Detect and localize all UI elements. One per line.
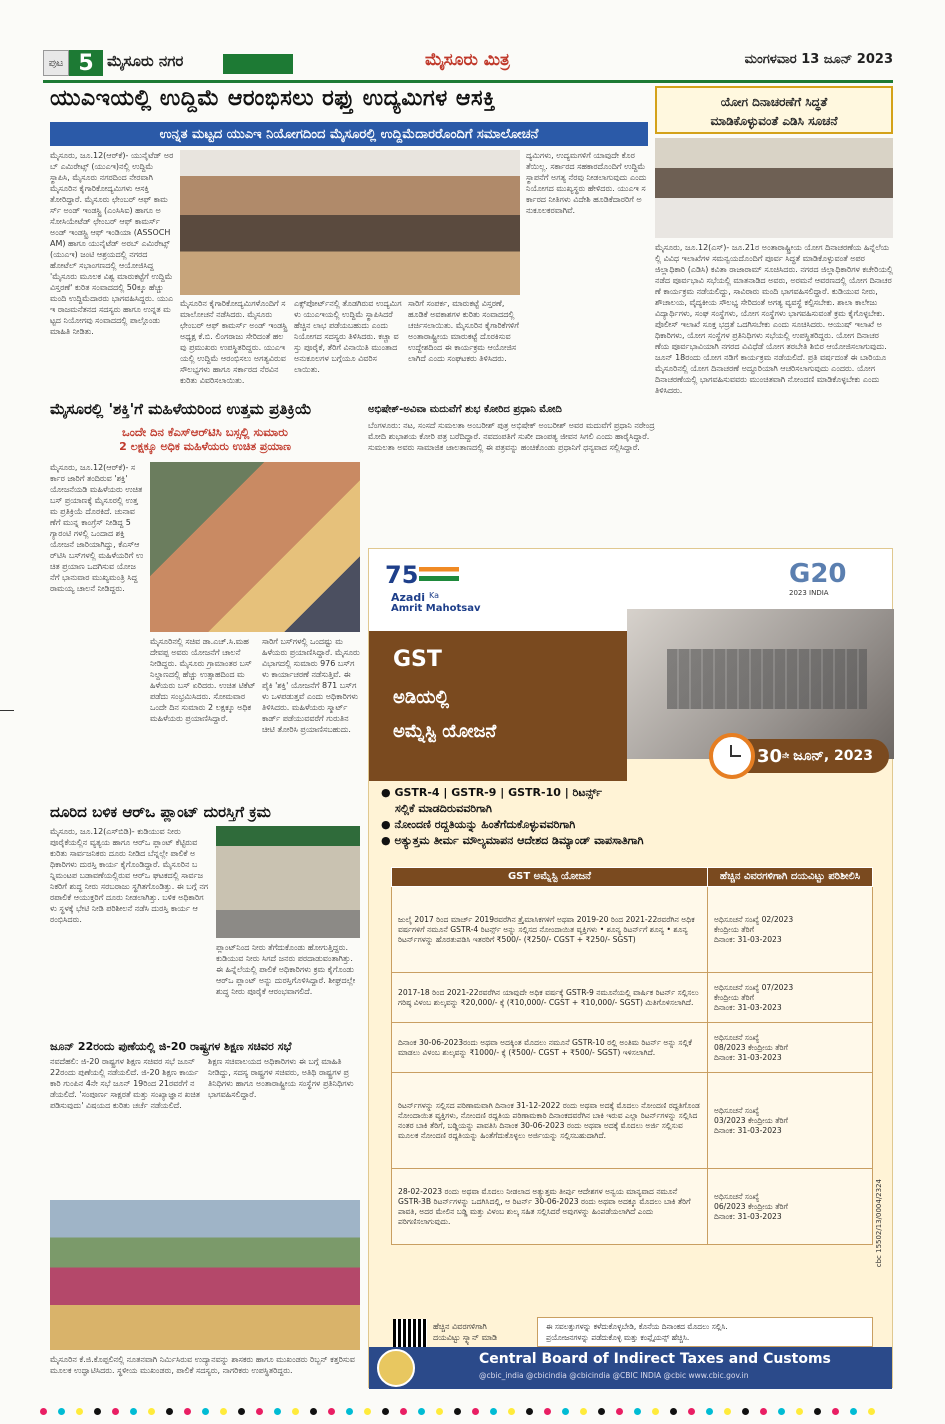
ro-column-2: ಪ್ಲಾಂಟ್‌ನಿಂದ ನೀರು ತೆಗೆದುಕೊಂಡು ಹೋಗುತ್ತಿದ್ದರು. ಕುಡಿಯುವ ನೀರು ಸಿಗದೆ ಜನರು ಪರದಾಡುವಂತಾಗಿತ್ತು. ಈ ಹಿನ್ನೆಲೆಯಲ್ಲಿ ಪಾಲಿಕೆ ಅಧಿಕಾರಿಗಳು ಕ್ರಮ ಕೈಗೊಂಡು ಆರ್‌ಒ ಪ್ಲಾಂಟ್ ಅನ್ನು ದುರಸ್ತಿಗೊಳಿಸಿದ್ದಾರೆ. ಶೀಘ್ರದಲ್ಲೇ ಶುದ್ಧ ನೀರು ಪೂರೈಕೆ ಆರಂಭವಾಗಲಿದೆ.	[216, 943, 356, 996]
gst-panel	[369, 631, 627, 781]
gst-advertisement	[368, 548, 893, 1388]
shakti-headline: ಮೈಸೂರಲ್ಲಿ 'ಶಕ್ತಿ'ಗೆ ಮಹಿಳೆಯರಿಂದ ಉತ್ತಮ ಪ್ರತಿಕ್ರಿಯೆ	[50, 400, 312, 418]
registration-dot	[562, 1408, 569, 1415]
shakti-subheadline-2: 2 ಲಕ್ಷಕ್ಕೂ ಅಧಿಕ ಮಹಿಳೆಯರು ಉಚಿತ ಪ್ರಯಾಣ	[119, 440, 291, 453]
clock-icon	[709, 733, 755, 779]
g20-meet-column-1: ನವದೆಹಲಿ: ಜಿ-20 ರಾಷ್ಟ್ರಗಳ ಶಿಕ್ಷಣ ಸಚಿವರ ಸಭೆ ಜೂನ್ 22ರಂದು ಪುಣೆಯಲ್ಲಿ ನಡೆಯಲಿದೆ. ಜಿ-20 ಶಿಕ್ಷಣ ಕಾರ್ಯಕಾರಿ ಗುಂಪಿನ 4ನೇ ಸಭೆ ಜೂನ್ 19ರಿಂದ 21ರವರೆಗೆ ನಡೆಯಲಿದೆ. 'ಸಂಪೂರ್ಣ ಸಾಕ್ಷರತೆ ಮತ್ತು ಸಂಖ್ಯಾಜ್ಞಾನ ಖಚಿತಪಡಿಸುವುದು' ವಿಷಯದ ಕುರಿತು ಚರ್ಚೆ ನಡೆಯಲಿದೆ.	[50, 1057, 201, 1110]
shakti-column-2: ಮೈಸೂರಿನಲ್ಲಿ ಸಚಿವ ಡಾ.ಎಚ್.ಸಿ.ಮಹದೇವಪ್ಪ ಅವರು ಯೋಜನೆಗೆ ಚಾಲನೆ ನೀಡಿದ್ದರು. ಮೈಸೂರು ಗ್ರಾಮಾಂತರ ಬಸ್ ನಿಲ್ದಾಣದಲ್ಲಿ ಹೆಚ್ಚು ಉತ್ಸಾಹದಿಂದ ಮಹಿಳೆಯರು ಬಸ್ ಏರಿದರು. ಉಚಿತ ಟಿಕೆಟ್ ಪಡೆದು ಸಂಭ್ರಮಿಸಿದರು. ಸೋಮವಾರ ಒಂದೇ ದಿನ ಸುಮಾರು 2 ಲಕ್ಷಕ್ಕೂ ಅಧಿಕ ಮಹಿಳೆಯರು ಪ್ರಯಾಣಿಸಿದ್ದಾರೆ.	[150, 637, 256, 723]
registration-dot	[670, 1408, 677, 1415]
table-cell-ref: ಅಧಿಸೂಚನೆ ಸಂಖ್ಯೆ 02/2023 ಕೇಂದ್ರೀಯ ತೆರಿಗೆ ದಿನಾಂಕ: 31-03-2023	[708, 887, 873, 973]
deadline-day: 30	[757, 745, 783, 767]
registration-marks	[40, 1400, 900, 1410]
bullet-item: ● GSTR-4 | GSTR-9 | GSTR-10 | ರಿಟರ್ನ್ಸ್	[381, 786, 602, 799]
registration-dot	[454, 1408, 461, 1415]
registration-dot	[508, 1408, 515, 1415]
deadline-pill	[709, 739, 889, 773]
lead-subheadline: ಉನ್ನತ ಮಟ್ಟದ ಯುಎಇ ನಿಯೋಗದಿಂದ ಮೈಸೂರಲ್ಲಿ ಉದ್ದಿಮೆದಾರರೊಂದಿಗೆ ಸಮಾಲೋಚನೆ	[50, 122, 648, 146]
page-number: 5	[69, 50, 103, 76]
lead-column-4: ಸಾರಿಗೆ ಸಂಪರ್ಕ, ಮಾರುಕಟ್ಟೆ ವಿಸ್ತರಣೆ, ಹೂಡಿಕೆ ಅವಕಾಶಗಳ ಕುರಿತು ಸಂವಾದದಲ್ಲಿ ಚರ್ಚಿಸಲಾಯಿತು. ಮೈಸೂರಿನ ಕೈಗಾರಿಕೆಗಳಿಗೆ ಅಂತಾರಾಷ್ಟ್ರೀಯ ಮಾರುಕಟ್ಟೆ ದೊರಕಿಸುವ ಉದ್ದೇಶದಿಂದ ಈ ಕಾರ್ಯಕ್ರಮ ಆಯೋಜಿಸಲಾಗಿದೆ ಎಂದು ಸಂಘಟಕರು ತಿಳಿಸಿದರು.	[408, 299, 519, 363]
registration-dot	[220, 1408, 227, 1415]
table-cell-ref: ಅಧಿಸೂಚನೆ ಸಂಖ್ಯೆ 07/2023 ಕೇಂದ್ರೀಯ ತೆರಿಗೆ ದಿನಾಂಕ: 31-03-2023	[708, 973, 873, 1023]
deadline-month: ಜೂನ್, 2023	[793, 748, 873, 764]
registration-dot	[688, 1408, 695, 1415]
registration-dot	[490, 1408, 497, 1415]
gst-line1: ಅಡಿಯಲ್ಲಿ	[393, 687, 450, 708]
table-cell-desc: ದಿನಾಂಕ 30-06-2023ರಂದು ಅಥವಾ ಅದಕ್ಕಿಂತ ಮೊದಲು ನಮೂನೆ GSTR-10 ರಲ್ಲಿ ಅಂತಿಮ ರಿಟರ್ನ್ ಅನ್ನು ಸಲ್ಲಿಕೆ ಮಾಡಲು ವಿಳಂಬ ಶುಲ್ಕವನ್ನು ₹1000/- ಕ್ಕೆ (₹500/- CGST + ₹500/- SGST) ಇಳಿಸಲಾಗಿದೆ.	[392, 1023, 708, 1073]
registration-dot	[94, 1408, 101, 1415]
registration-dot	[166, 1408, 173, 1415]
registration-dot	[652, 1408, 659, 1415]
registration-dot	[598, 1408, 605, 1415]
table-cell-ref: ಅಧಿಸೂಚನೆ ಸಂಖ್ಯೆ 03/2023 ಕೇಂದ್ರೀಯ ತೆರಿಗೆ ದಿನಾಂಕ: 31-03-2023	[708, 1073, 873, 1169]
registration-dot	[616, 1408, 623, 1415]
registration-dot	[850, 1408, 857, 1415]
registration-dot	[814, 1408, 821, 1415]
page-header	[43, 50, 893, 78]
yoga-body: ಮೈಸೂರು, ಜೂ.12(ಎಸ್)- ಜೂ.21ರ ಅಂತಾರಾಷ್ಟ್ರೀಯ ಯೋಗ ದಿನಾಚರಣೆಯ ಹಿನ್ನೆಲೆಯಲ್ಲಿ ವಿವಿಧ ಇಲಾಖೆಗಳ ಸಮನ್ವಯದೊಂದಿಗೆ ಪೂರ್ವ ಸಿದ್ಧತೆ ಮಾಡಿಕೊಳ್ಳುವಂತೆ ಅಪರ ಜಿಲ್ಲಾಧಿಕಾರಿ (ಎಡಿಸಿ) ಕವಿತಾ ರಾಜಾರಾಮ್ ಸೂಚಿಸಿದರು. ನಗರದ ಜಿಲ್ಲಾಧಿಕಾರಿಗಳ ಕಚೇರಿಯಲ್ಲಿ ನಡೆದ ಪೂರ್ವಭಾವಿ ಸಭೆಯಲ್ಲಿ ಮಾತನಾಡಿದ ಅವರು, ಅರಮನೆ ಆವರಣದಲ್ಲಿ ಯೋಗ ದಿನಾಚರಣೆ ಕಾರ್ಯಕ್ರಮ ನಡೆಯಲಿದ್ದು, ಸಾವಿರಾರು ಮಂದಿ ಭಾಗವಹಿಸಲಿದ್ದಾರೆ. ಕುಡಿಯುವ ನೀರು, ಶೌಚಾಲಯ, ವೈದ್ಯಕೀಯ ಸೌಲಭ್ಯ ಸೇರಿದಂತೆ ಅಗತ್ಯ ವ್ಯವಸ್ಥೆ ಕಲ್ಪಿಸಬೇಕು. ಶಾಲಾ ಕಾಲೇಜು ವಿದ್ಯಾರ್ಥಿಗಳು, ಸಂಘ ಸಂಸ್ಥೆಗಳು, ಯೋಗ ಸಂಸ್ಥೆಗಳು ಭಾಗವಹಿಸುವಂತೆ ಕ್ರಮ ಕೈಗೊಳ್ಳಬೇಕು. ಪೊಲೀಸ್ ಇಲಾಖೆ ಸೂಕ್ತ ಭದ್ರತೆ ಒದಗಿಸಬೇಕು ಎಂದು ಸೂಚಿಸಿದರು. ಆಯುಷ್ ಇಲಾಖೆ ಅಧಿಕಾರಿಗಳು, ಯೋಗ ಸಂಸ್ಥೆಗಳ ಪ್ರತಿನಿಧಿಗಳು ಸಭೆಯಲ್ಲಿ ಉಪಸ್ಥಿತರಿದ್ದರು. ಯೋಗ ದಿನಾಚರಣೆಯ ಪೂರ್ವಭಾವಿಯಾಗಿ ನಗರದ ವಿವಿಧೆಡೆ ಯೋಗ ತರಬೇತಿ ಶಿಬಿರ ಆಯೋಜಿಸಲಾಗುವುದು. ಜೂನ್ 18ರಂದು ಯೋಗ ನಡಿಗೆ ಕಾರ್ಯಕ್ರಮ ನಡೆಯಲಿದೆ. ಪ್ರತಿ ವರ್ಷದಂತೆ ಈ ಬಾರಿಯೂ ಮೈಸೂರಿನಲ್ಲಿ ಯೋಗ ದಿನಾಚರಣೆ ಅದ್ಧೂರಿಯಾಗಿ ಆಚರಿಸಲಾಗುವುದು ಎಂದರು. ಯೋಗ ದಿನಾಚರಣೆಯಲ್ಲಿ ಭಾಗವಹಿಸುವವರು ಮುಂಚಿತವಾಗಿ ನೋಂದಣಿ ಮಾಡಿಕೊಳ್ಳಬೇಕು ಎಂದು ತಿಳಿಸಿದರು.	[655, 243, 893, 395]
ro-plant-photo	[216, 826, 360, 938]
gst-title: GST	[393, 647, 442, 672]
registration-dot	[112, 1408, 119, 1415]
registration-dot	[256, 1408, 263, 1415]
deadline-sup: ನೇ	[782, 751, 790, 760]
registration-dot	[184, 1408, 191, 1415]
ad-code: cbc 15502/13/0004/2324	[875, 1179, 883, 1268]
registration-dot	[436, 1408, 443, 1415]
header-rule	[43, 80, 893, 83]
ad-note: ಈ ಸವಲತ್ತುಗಳನ್ನು ಕಳೆದುಕೊಳ್ಳಬೇಡಿ, ಕೊನೆಯ ದಿನಾಂಕದ ಮೊದಲು ಸಲ್ಲಿಸಿ. ಪ್ರಯೋಜನಗಳನ್ನು ಪಡೆದುಕೊಳ್ಳಿ ಮತ್ತು ಕಂಪ್ಲೈಯನ್ಸ್ ಹೆಚ್ಚಿಸಿ.	[537, 1317, 873, 1347]
bullet-item: ಸಲ್ಲಿಕೆ ಮಾಡದಿರುವವರಿಗಾಗಿ	[395, 802, 492, 815]
cbic-emblem-icon	[377, 1349, 415, 1387]
cbic-footer	[369, 1347, 892, 1389]
lead-headline: ಯುಎಇಯಲ್ಲಿ ಉದ್ದಿಮೆ ಆರಂಭಿಸಲು ರಫ್ತು ಉದ್ಯಮಿಗಳ ಆಸಕ್ತಿ	[50, 86, 496, 111]
table-row	[392, 973, 873, 1023]
inauguration-photo	[50, 1200, 360, 1350]
pm-headline: ಅಭಿಷೇಕ್-ಅವಿವಾ ಮದುವೆಗೆ ಶುಭ ಕೋರಿದ ಪ್ರಧಾನಿ ಮೋದಿ	[368, 404, 562, 415]
masthead-logo: ಮೈಸೂರು ಮಿತ್ರ	[425, 50, 510, 70]
registration-dot	[778, 1408, 785, 1415]
gst-line2: ಅಮ್ನೆಸ್ಟಿ ಯೋಜನೆ	[393, 721, 497, 742]
registration-dot	[364, 1408, 371, 1415]
registration-dot	[742, 1408, 749, 1415]
page-label: ಪುಟ	[43, 50, 69, 76]
azadi-75: 75	[385, 561, 419, 589]
azadi-line1: Azadi	[391, 591, 425, 604]
keyboard-icon	[667, 649, 867, 709]
section-title: ಮೈಸೂರು ನಗರ	[107, 52, 184, 70]
registration-dot	[580, 1408, 587, 1415]
ro-headline: ದೂರಿದ ಬಳಿಕ ಆರ್‌ಒ ಪ್ಲಾಂಟ್ ದುರಸ್ತಿಗೆ ಕ್ರಮ	[50, 803, 271, 821]
registration-dot	[202, 1408, 209, 1415]
g20-sub: 2023 INDIA	[789, 589, 829, 597]
laptop-photo	[627, 609, 894, 759]
lead-column-5: ದ್ಯಮಿಗಳು, ಉದ್ಯಮಗಳಿಗೆ ಯಾವುದೇ ಕೊರತೆಯಿಲ್ಲ. ಸರ್ಕಾರದ ಸಹಕಾರದೊಂದಿಗೆ ಉದ್ದಿಮೆ ಸ್ಥಾಪನೆಗೆ ಅಗತ್ಯ ನೆರವು ನೀಡಲಾಗುವುದು ಎಂದು ನಿಯೋಗದ ಮುಖ್ಯಸ್ಥರು ಹೇಳಿದರು. ಯುಎಇ ಸರ್ಕಾರದ ನೀತಿಗಳು ವಿದೇಶಿ ಹೂಡಿಕೆದಾರರಿಗೆ ಅನುಕೂಲಕರವಾಗಿವೆ.	[526, 151, 647, 215]
registration-dot	[310, 1408, 317, 1415]
lead-photo	[180, 150, 520, 295]
registration-dot	[634, 1408, 641, 1415]
cbic-title: Central Board of Indirect Taxes and Customs	[479, 1351, 831, 1367]
azadi-line2: Amrit Mahotsav	[391, 603, 481, 614]
registration-dot	[130, 1408, 137, 1415]
registration-dot	[382, 1408, 389, 1415]
registration-dot	[706, 1408, 713, 1415]
table-row	[392, 1169, 873, 1245]
issue-date: ಮಂಗಳವಾರ 13 ಜೂನ್ 2023	[744, 52, 893, 67]
registration-dot	[58, 1408, 65, 1415]
yoga-photo	[655, 138, 893, 238]
yoga-headline-line2: ಮಾಡಿಕೊಳ್ಳುವಂತೆ ಎಡಿಸಿ ಸೂಚನೆ	[710, 114, 838, 128]
shakti-column-1: ಮೈಸೂರು, ಜೂ.12(ಆರ್‌ಕೆ)- ಸರ್ಕಾರ ಜಾರಿಗೆ ತಂದಿರುವ 'ಶಕ್ತಿ' ಯೋಜನೆಯಡಿ ಮಹಿಳೆಯರು ಉಚಿತ ಬಸ್ ಪ್ರಯಾಣಕ್ಕೆ ಮೈಸೂರಲ್ಲಿ ಉತ್ತಮ ಪ್ರತಿಕ್ರಿಯೆ ದೊರಕಿದೆ. ಚುನಾವಣೆಗೆ ಮುನ್ನ ಕಾಂಗ್ರೆಸ್ ನೀಡಿದ್ದ 5 ಗ್ಯಾರಂಟಿ ಗಳಲ್ಲಿ ಒಂದಾದ ಶಕ್ತಿ ಯೋಜನೆ ಜಾರಿಯಾಗಿದ್ದು, ಕೆಎಸ್‌ಆರ್‌ಟಿಸಿ ಬಸ್‌ಗಳಲ್ಲಿ ಮಹಿಳೆಯರಿಗೆ ಉಚಿತ ಪ್ರಯಾಣ ಒದಗಿಸುವ ಯೋಜನೆಗೆ ಭಾನುವಾರ ಮುಖ್ಯಮಂತ್ರಿ ಸಿದ್ದರಾಮಯ್ಯ ಚಾಲನೆ ನೀಡಿದ್ದರು.	[50, 463, 144, 593]
bullet-item: ● ನೋಂದಣಿ ರದ್ದತಿಯನ್ನು ಹಿಂತೆಗೆದುಕೊಳ್ಳುವವರಿಗಾಗಿ	[381, 818, 576, 831]
registration-dot	[40, 1408, 47, 1415]
table-row	[392, 1023, 873, 1073]
bullet-item: ● ಅತ್ಯುತ್ತಮ ತೀರ್ಮ ಮೌಲ್ಯಮಾಪನ ಆದೇಶದ ಡಿಮ್ಯಾಂಡ್ ವಾಪಸಾತಿಗಾಗಿ	[381, 834, 644, 847]
lead-column-2: ಮೈಸೂರಿನ ಕೈಗಾರಿಕೋದ್ಯಮಿಗಳೊಂದಿಗೆ ಸಮಾಲೋಚನೆ ನಡೆಸಿದರು. ಮೈಸೂರು ಛೇಂಬರ್ ಆಫ್ ಕಾಮರ್ಸ್ ಅಂಡ್ ಇಂಡಸ್ಟ್ರಿ ಅಧ್ಯಕ್ಷ ಕೆ.ಬಿ. ಲಿಂಗರಾಜು ಸೇರಿದಂತೆ ಹಲವು ಪ್ರಮುಖರು ಉಪಸ್ಥಿತರಿದ್ದರು. ಯುಎಇಯಲ್ಲಿ ಉದ್ದಿಮೆ ಆರಂಭಿಸಲು ಅಗತ್ಯವಿರುವ ಸೌಲಭ್ಯಗಳು ಹಾಗೂ ಸರ್ಕಾರದ ನೆರವಿನ ಕುರಿತು ವಿವರಿಸಲಾಯಿತು.	[180, 299, 288, 385]
registration-dot	[724, 1408, 731, 1415]
table-cell-desc: 2017-18 ರಿಂದ 2021-22ರವರೆಗಿನ ಯಾವುದೇ ಅಧಿಕ ವರ್ಷಕ್ಕೆ GSTR-9 ನಮೂನೆಯಲ್ಲಿ ವಾರ್ಷಿಕ ರಿಟರ್ನ್ ಸಲ್ಲಿಸಲು ಗರಿಷ್ಠ ವಿಳಂಬ ಶುಲ್ಕವನ್ನು ₹20,000/- ಕ್ಕೆ (₹10,000/- CGST + ₹10,000/- SGST) ಮಿತಿಗೊಳಿಸಲಾಗಿದೆ.	[392, 973, 708, 1023]
pm-body: ಬೆಂಗಳೂರು: ನಟ, ಸಂಸದೆ ಸುಮಲತಾ ಅಂಬರೀಶ್ ಪುತ್ರ ಅಭಿಷೇಕ್ ಅಂಬರೀಶ್ ಅವರ ಮದುವೆಗೆ ಪ್ರಧಾನಿ ನರೇಂದ್ರ ಮೋದಿ ಶುಭಾಶಯ ಕೋರಿ ಪತ್ರ ಬರೆದಿದ್ದಾರೆ. ನವದಂಪತಿಗೆ ಸುಖೀ ದಾಂಪತ್ಯ ಜೀವನ ಸಿಗಲಿ ಎಂದು ಹಾರೈಸಿದ್ದಾರೆ. ಸುಮಲತಾ ಅವರು ಸಾಮಾಜಿಕ ಜಾಲತಾಣದಲ್ಲಿ ಈ ಪತ್ರವನ್ನು ಹಂಚಿಕೊಂಡು ಪ್ರಧಾನಿಗೆ ಧನ್ಯವಾದ ಸಲ್ಲಿಸಿದ್ದಾರೆ.	[368, 421, 655, 452]
shakti-column-3: ಸಾರಿಗೆ ಬಸ್‌ಗಳಲ್ಲಿ ಒಂದಷ್ಟು ಮಹಿಳೆಯರು ಪ್ರಯಾಣಿಸಿದ್ದಾರೆ. ಮೈಸೂರು ವಿಭಾಗದಲ್ಲಿ ಸುಮಾರು 976 ಬಸ್‌ಗಳು ಕಾರ್ಯಾಚರಣೆ ನಡೆಸುತ್ತಿವೆ. ಈ ಪೈಕಿ 'ಶಕ್ತಿ' ಯೋಜನೆಗೆ 871 ಬಸ್‌ಗಳು ಒಳಪಡುತ್ತವೆ ಎಂದು ಅಧಿಕಾರಿಗಳು ತಿಳಿಸಿದರು. ಮಹಿಳೆಯರು ಸ್ಮಾರ್ಟ್ ಕಾರ್ಡ್ ಪಡೆಯುವವರೆಗೆ ಗುರುತಿನ ಚೀಟಿ ತೋರಿಸಿ ಪ್ರಯಾಣಿಸಬಹುದು.	[262, 637, 360, 734]
registration-dot	[472, 1408, 479, 1415]
azadi-ka: Ka	[429, 591, 440, 600]
g20-logo	[789, 559, 885, 611]
registration-dot	[274, 1408, 281, 1415]
ro-column-1: ಮೈಸೂರು, ಜೂ.12(ಎಸ್‌ಬಿಡಿ)- ಕುಡಿಯುವ ನೀರು ಪೂರೈಕೆಯಲ್ಲಿನ ವ್ಯತ್ಯಯ ಹಾಗೂ ಆರ್‌ಒ ಪ್ಲಾಂಟ್ ಕೆಟ್ಟಿರುವ ಕುರಿತು ಸಾರ್ವಜನಿಕರು ದೂರು ನೀಡಿದ ಬೆನ್ನಲ್ಲೇ ಪಾಲಿಕೆ ಅಧಿಕಾರಿಗಳು ದುರಸ್ತಿ ಕಾರ್ಯ ಕೈಗೊಂಡಿದ್ದಾರೆ. ಮೈಸೂರಿನ ಬನ್ನಿಮಂಟಪ ಬಡಾವಣೆಯಲ್ಲಿರುವ ಆರ್‌ಒ ಘಟಕದಲ್ಲಿ ಸಾರ್ವಜನಿಕರಿಗೆ ಶುದ್ಧ ನೀರು ಸರಬರಾಜು ಸ್ಥಗಿತಗೊಂಡಿತ್ತು. ಈ ಬಗ್ಗೆ ನಗರಪಾಲಿಕೆ ಆಯುಕ್ತರಿಗೆ ದೂರು ನೀಡಲಾಗಿತ್ತು. ಬಳಿಕ ಅಧಿಕಾರಿಗಳು ಸ್ಥಳಕ್ಕೆ ಭೇಟಿ ನೀಡಿ ಪರಿಶೀಲನೆ ನಡೆಸಿ ದುರಸ್ತಿ ಕಾರ್ಯ ಆರಂಭಿಸಿದರು.	[50, 827, 209, 924]
table-cell-desc: 28-02-2023 ರಂದು ಅಥವಾ ಮೊದಲು ನೀಡಲಾದ ಅತ್ಯುತ್ತಮ ತೀರ್ಪು ಆದೇಶಗಳ ಅನ್ವಯ ಮಾನ್ಯವಾದ ನಮೂನೆ GSTR-3B ರಿಟರ್ನ್‌ಗಳನ್ನು ಒದಗಿಸಿದಲ್ಲಿ, ಆ ರಿಟರ್ನ್ 30-06-2023 ರಂದು ಅಥವಾ ಅದಕ್ಕೂ ಮೊದಲು ಬಾಕಿ ತೆರಿಗೆ ಪಾವತಿ, ಅದರ ಮೇಲಿನ ಬಡ್ಡಿ ಮತ್ತು ವಿಳಂಬ ಶುಲ್ಕ ಸಹಿತ ಸಲ್ಲಿಸಿದರೆ ಅವುಗಳನ್ನು ಹಿಂಪಡೆಯಲಾಗಿದೆ ಎಂದು ಪರಿಗಣಿಸಲಾಗುವುದು.	[392, 1169, 708, 1245]
registration-dot	[868, 1408, 875, 1415]
gst-amnesty-table	[391, 867, 873, 1245]
g20-meet-headline: ಜೂನ್ 22ರಂದು ಪುಣೆಯಲ್ಲಿ ಜಿ-20 ರಾಷ್ಟ್ರಗಳ ಶಿಕ್ಷಣ ಸಚಿವರ ಸಭೆ	[50, 1040, 292, 1053]
inauguration-caption: ಮೈಸೂರಿನ ಕೆ.ಜಿ.ಕೊಪ್ಪಲಿನಲ್ಲಿ ನೂತನವಾಗಿ ನಿರ್ಮಿಸಿರುವ ಉದ್ಯಾನವನ್ನು ಶಾಸಕರು ಹಾಗೂ ಮುಖಂಡರು ರಿಬ್ಬನ್ ಕತ್ತರಿಸುವ ಮೂಲಕ ಉದ್ಘಾಟಿಸಿದರು. ಸ್ಥಳೀಯ ಮುಖಂಡರು, ಪಾಲಿಕೆ ಸದಸ್ಯರು, ನಾಗರಿಕರು ಉಪಸ್ಥಿತರಿದ್ದರು.	[50, 1355, 355, 1375]
azadi-logo	[385, 561, 505, 621]
shakti-bus-photo	[150, 462, 360, 632]
shakti-subheadline-1: ಒಂದೇ ದಿನ ಕೆಎಸ್‌ಆರ್‌ಟಿಸಿ ಬಸ್ಸಲ್ಲಿ ಸುಮಾರು	[122, 425, 288, 439]
registration-dot	[796, 1408, 803, 1415]
registration-dot	[832, 1408, 839, 1415]
lead-column-3: ಎಕ್ಸ್‌ಪೋರ್ಟ್‌ನಲ್ಲಿ ತೊಡಗಿರುವ ಉದ್ಯಮಿಗಳು ಯುಎಇಯಲ್ಲಿ ಉದ್ದಿಮೆ ಸ್ಥಾಪಿಸಿದರೆ ಹೆಚ್ಚಿನ ಲಾಭ ಪಡೆಯಬಹುದು ಎಂದು ನಿಯೋಗದ ಸದಸ್ಯರು ತಿಳಿಸಿದರು. ಕಚ್ಚಾ ವಸ್ತು ಪೂರೈಕೆ, ತೆರಿಗೆ ವಿನಾಯಿತಿ ಮುಂತಾದ ಅನುಕೂಲಗಳ ಬಗ್ಗೆಯೂ ವಿವರಿಸಲಾಯಿತು.	[294, 299, 402, 374]
table-cell-ref: ಅಧಿಸೂಚನೆ ಸಂಖ್ಯೆ 08/2023 ಕೇಂದ್ರೀಯ ತೆರಿಗೆ ದಿನಾಂಕ: 31-03-2023	[708, 1023, 873, 1073]
g20-text: G20	[789, 559, 847, 589]
table-cell-desc: ಜುಲೈ 2017 ರಿಂದ ಮಾರ್ಚ್ 2019ರವರೆಗಿನ ತ್ರೈಮಾಸಿಕಗಳಿಗೆ ಅಥವಾ 2019-20 ರಿಂದ 2021-22ರವರೆಗಿನ ಅಧಿಕ ವರ್ಷಗಳಿಗೆ ನಮೂನೆ GSTR-4 ರಿಟರ್ನ್ಸ್ ಅನ್ನು ಸಲ್ಲಿಸದ ನೋಂದಾಯಿತ ವ್ಯಕ್ತಿಗಳು • ಶೂನ್ಯ ರಿಟರ್ನ್‌ಗೆ ಶೂನ್ಯ • ಶೂನ್ಯ ರಿಟರ್ನ್‌ಗಳನ್ನು ಹೊರತುಪಡಿಸಿ ಇತರರಿಗೆ ₹500/- (₹250/- CGST + ₹250/- SGST)	[392, 887, 708, 973]
crop-mark	[0, 710, 14, 711]
table-header-reference: ಹೆಚ್ಚಿನ ವಿವರಗಳಿಗಾಗಿ ದಯವಿಟ್ಟು ಪರಿಶೀಲಿಸಿ	[708, 868, 873, 887]
registration-dot	[328, 1408, 335, 1415]
table-header-scheme: GST ಅಮ್ನೆಸ್ಟಿ ಯೋಜನೆ	[392, 868, 708, 887]
registration-dot	[292, 1408, 299, 1415]
registration-dot	[148, 1408, 155, 1415]
table-row	[392, 1073, 873, 1169]
registration-dot	[526, 1408, 533, 1415]
registration-dot	[418, 1408, 425, 1415]
registration-dot	[544, 1408, 551, 1415]
qr-caption: ಹೆಚ್ಚಿನ ವಿವರಗಳಿಗಾಗಿ ದಯವಿಟ್ಟು ಸ್ಕ್ಯಾನ್ ಮಾಡಿ	[433, 1322, 498, 1342]
table-cell-desc: ರಿಟರ್ನ್‌ಗಳನ್ನು ಸಲ್ಲಿಸದ ಪರಿಣಾಮವಾಗಿ ದಿನಾಂಕ 31-12-2022 ರಂದು ಅಥವಾ ಅದಕ್ಕೆ ಮೊದಲು ನೋಂದಣಿ ರದ್ದತಿಗೊಂಡ ನೋಂದಾಯಿತ ವ್ಯಕ್ತಿಗಳು, ನೋಂದಣಿ ರದ್ದತಿಯ ಪರಿಣಾಮಕಾರಿ ದಿನಾಂಕದವರೆಗಿನ ಬಾಕಿ ಇರುವ ಎಲ್ಲಾ ರಿಟರ್ನ್‌ಗಳನ್ನು ಸಲ್ಲಿಸಿದ ನಂತರ ಬಾಕಿ ತೆರಿಗೆ, ಬಡ್ಡಿಯನ್ನು ಪಾವತಿಸಿ ದಿನಾಂಕ 30-06-2023 ರಂದು ಅಥವಾ ಅದಕ್ಕೆ ಮೊದಲು ಅರ್ಜಿ ಸಲ್ಲಿಸುವ ಮೂಲಕ ನೋಂದಣಿ ರದ್ದತಿಯನ್ನು ಹಿಂತೆಗೆದುಕೊಳ್ಳಲು ಅರ್ಜಿಯನ್ನು ಸಲ್ಲಿಸಬಹುದಾಗಿದೆ.	[392, 1073, 708, 1169]
lead-column-1: ಮೈಸೂರು, ಜೂ.12(ಆರ್‌ಕೆ)- ಯುನೈಟೆಡ್ ಅರಬ್ ಎಮಿರೇಟ್ಸ್ (ಯುಎಇ)ನಲ್ಲಿ ಉದ್ದಿಮೆ ಸ್ಥಾಪಿಸಿ, ಮೈಸೂರು ನಗರದಿಂದ ನೇರವಾಗಿ ಮೈಸೂರಿನ ಕೈಗಾರಿಕೋದ್ಯಮಿಗಳು ಆಸಕ್ತಿ ತೋರಿದ್ದಾರೆ. ಮೈಸೂರು ಛೇಂಬರ್ ಆಫ್ ಕಾಮರ್ಸ್ ಅಂಡ್ ಇಂಡಸ್ಟ್ರಿ (ಎಂಸಿಸಿಐ) ಹಾಗೂ ಅಸೋಸಿಯೇಟೆಡ್ ಛೇಂಬರ್ ಆಫ್ ಕಾಮರ್ಸ್ ಅಂಡ್ ಇಂಡಸ್ಟ್ರಿ ಆಫ್ ಇಂಡಿಯಾ (ASSOCHAM) ಹಾಗೂ ಯುನೈಟೆಡ್ ಅರಬ್ ಎಮಿರೇಟ್ಸ್ (ಯುಎಇ) ಜಂಟಿ ಆಶ್ರಯದಲ್ಲಿ ನಗರದ ಹೋಟೆಲ್ ಸಭಾಂಗಣದಲ್ಲಿ ಆಯೋಜಿಸಿದ್ದ 'ಮೈಸೂರು ಮೂಲಕ ವಿಶ್ವ ಮಾರುಕಟ್ಟೆಗೆ ಉದ್ದಿಮೆ ವಿಸ್ತರಣೆ' ಕುರಿತ ಸಂವಾದದಲ್ಲಿ 50ಕ್ಕೂ ಹೆಚ್ಚು ಮಂದಿ ಉದ್ದಿಮೆದಾರರು ಭಾಗವಹಿಸಿದ್ದರು. ಯುಎಇ ರಾಜಮನೆತನದ ಸದಸ್ಯರು ಹಾಗೂ ಉನ್ನತ ಮಟ್ಟದ ನಿಯೋಗವು ಸಂವಾದದಲ್ಲಿ ಪಾಲ್ಗೊಂಡು ಮಾಹಿತಿ ನೀಡಿತು.	[50, 151, 174, 336]
gst-bullets	[381, 785, 881, 849]
table-row	[392, 887, 873, 973]
registration-dot	[400, 1408, 407, 1415]
flag-icon	[419, 567, 459, 581]
section-bar	[223, 54, 293, 74]
yoga-headline-line1: ಯೋಗ ದಿನಾಚರಣೆಗೆ ಸಿದ್ಧತೆ	[720, 95, 828, 109]
registration-dot	[760, 1408, 767, 1415]
yoga-headline-box	[655, 86, 893, 134]
g20-meet-column-2: ಶಿಕ್ಷಣ ಸಚಿವಾಲಯದ ಅಧಿಕಾರಿಗಳು ಈ ಬಗ್ಗೆ ಮಾಹಿತಿ ನೀಡಿದ್ದು, ಸದಸ್ಯ ರಾಷ್ಟ್ರಗಳ ಸಚಿವರು, ಅತಿಥಿ ರಾಷ್ಟ್ರಗಳ ಪ್ರತಿನಿಧಿಗಳು ಹಾಗೂ ಅಂತಾರಾಷ್ಟ್ರೀಯ ಸಂಸ್ಥೆಗಳ ಪ್ರತಿನಿಧಿಗಳು ಭಾಗವಹಿಸಲಿದ್ದಾರೆ.	[208, 1057, 354, 1099]
registration-dot	[76, 1408, 83, 1415]
cbic-social-links: @cbic_india @cbicindia @cbicindia @CBIC INDIA @cbic www.cbic.gov.in	[479, 1371, 749, 1380]
table-cell-ref: ಅಧಿಸೂಚನೆ ಸಂಖ್ಯೆ 06/2023 ಕೇಂದ್ರೀಯ ತೆರಿಗೆ ದಿನಾಂಕ: 31-03-2023	[708, 1169, 873, 1245]
registration-dot	[238, 1408, 245, 1415]
registration-dot	[346, 1408, 353, 1415]
